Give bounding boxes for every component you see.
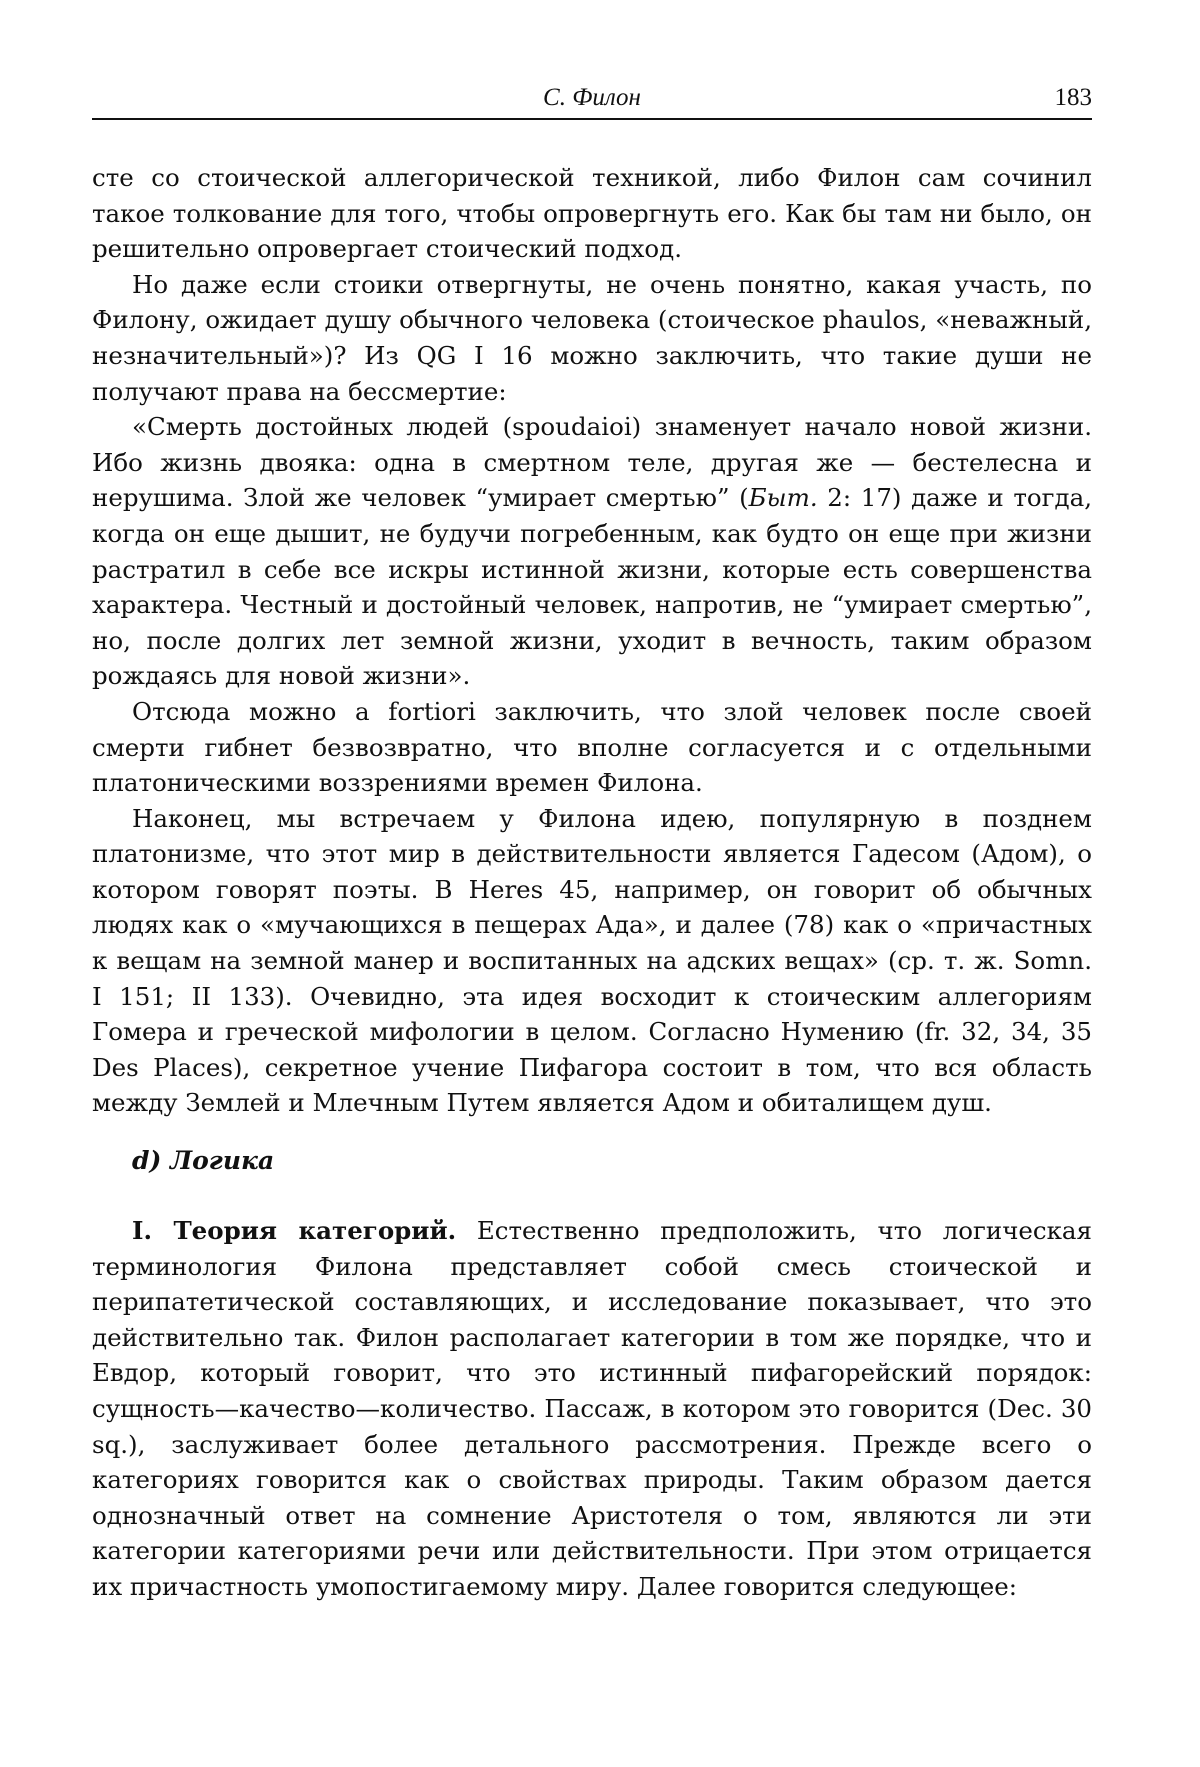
section-heading-logic: d) Логика [132, 1146, 275, 1176]
paragraph-continuation: сте со стоической аллегорической техникой, либо Филон сам сочинил такое толкование для того, чтобы опровергнуть его. Как бы там ни было, он решительно опровергает стоический подход. [92, 163, 1092, 264]
paragraph-fortiori: Отсюда можно a fortiori заключить, что злой человек после своей смерти гибнет безвозвратно, что вполне согласуется и с отдельными платоническими воззрениями времен Филона. [92, 696, 1092, 798]
running-header [92, 82, 1092, 120]
running-header-title: С. Филон [543, 84, 641, 111]
paragraph-categories-text: Естественно предположить, что логическая терминология Филона представляет собой смесь стоической и перипатетической составляющих, и исследование показывает, что это действительно так. Филон располагает категории в том же порядке, что и Евдор, который говорит, что это истинный пифагорейский порядок: сущность—качество—количество. Пассаж, в котором это говорится (Dec. 30 sq.), заслуживает более детального рассмотрения. Прежде всего о категориях говорится как о свойствах природы. Таким образом дается однозначный ответ на сомнение Аристотеля о том, являются ли эти категории категориями речи или действительности. При этом отрицается их причастность умопостигаемому миру. Далее говорится следующее: [92, 1216, 1092, 1601]
paragraph-categories [92, 1213, 1092, 1605]
run-in-title-categories: I. Теория категорий. [132, 1216, 457, 1246]
quotation-reference-gen: Быт. [748, 483, 818, 513]
page-number: 183 [1054, 84, 1092, 111]
paragraph-hades: Наконец, мы встречаем у Филона идею, популярную в позднем платонизме, что этот мир в действительности является Гадесом (Адом), о котором говорят поэты. В Heres 45, например, он говорит об обычных людях как о «мучающихся в пещерах Ада», и далее (78) как о «причастных к вещам на земной манер и воспитанных на адских вещах» (ср. т. ж. Somn. I 151; II 133). Очевидно, эта идея восходит к стоическим аллегориям Гомера и греческой мифологии в целом. Согласно Нумению (fr. 32, 34, 35 Des Places), секретное учение Пифагора состоит в том, что вся область между Землей и Млечным Путем является Адом и обиталищем душ. [92, 803, 1092, 1118]
quotation-part-2: 2: 17) даже и тогда, когда он еще дышит, не будучи погребенным, как будто он еще при жизни растратил в себе все искры истинной жизни, которые есть совершенства характера. Честный и достойный человек, напротив, не “умирает смертью”, но, после долгих лет земной жизни, уходит в вечность, таким образом рождаясь для новой жизни». [92, 483, 1092, 691]
paragraph-stoics: Но даже если стоики отвергнуты, не очень понятно, какая участь, по Филону, ожидает душу обычного человека (стоическое phaulos, «неважный, незначительный»)? Из QG I 16 можно заключить, что такие души не получают права на бессмертие: [92, 269, 1092, 406]
quotation-part-1: «Смерть достойных людей (spoudaioi) знаменует начало новой жизни. Ибо жизнь двояка: одна в смертном теле, другая же — бестелесна и нерушима. Злой же человек “умирает смертью” ( [92, 412, 1092, 513]
paragraph-quotation [92, 409, 1092, 694]
body-text [92, 160, 1092, 1605]
